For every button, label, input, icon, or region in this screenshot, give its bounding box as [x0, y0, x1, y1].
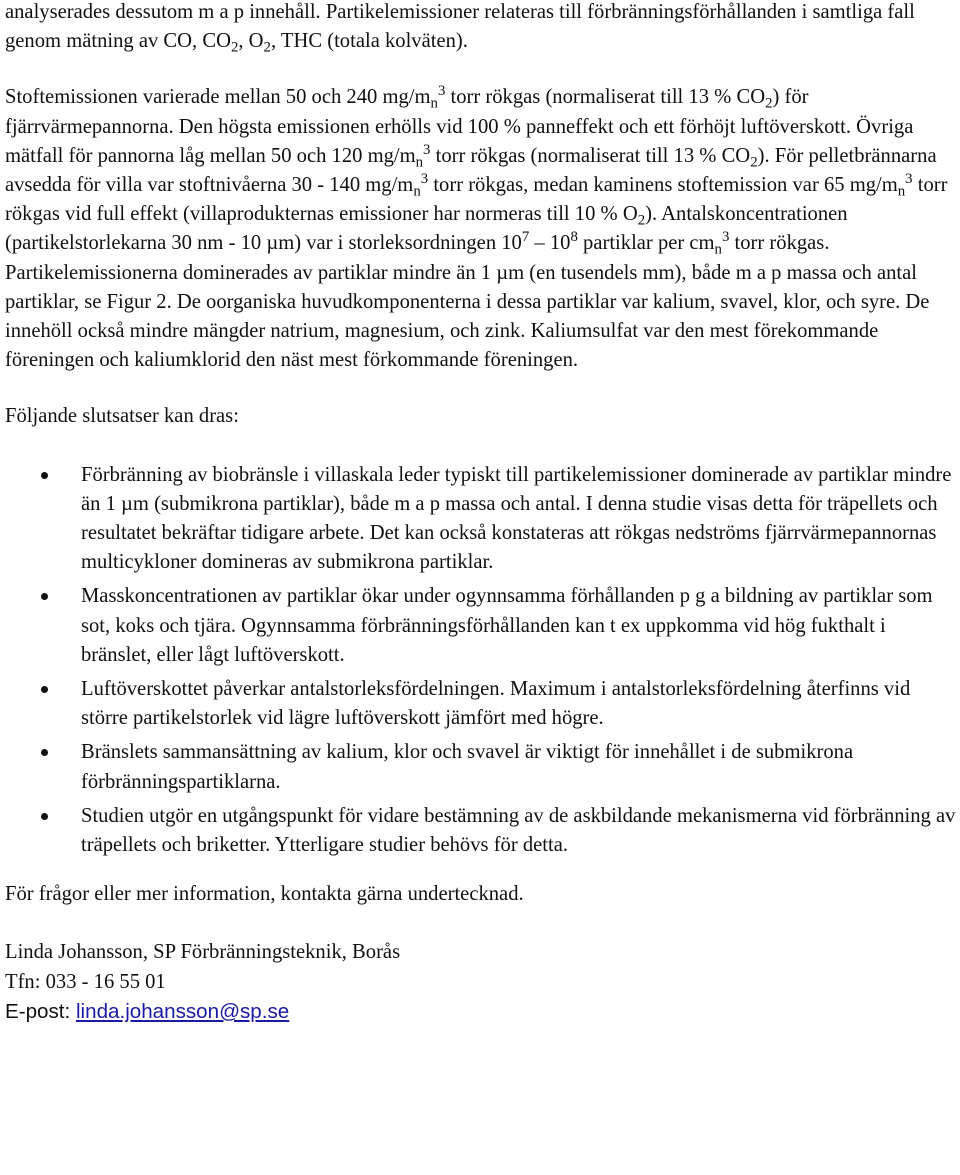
text-run: Stoftemissionen varierade mellan 50 och 240 mg/m	[5, 86, 431, 109]
superscript: 8	[570, 229, 578, 246]
text-run: ). För pelletbrännarna avsedda för villa var stoftnivåerna 30 - 140 mg/m	[5, 144, 937, 197]
superscript: 3	[420, 170, 429, 187]
text-run: , THC (totala kolväten).	[270, 30, 468, 53]
list-item: Masskoncentrationen av partiklar ökar under ogynnsamma förhållanden p g a bildning av partiklar som sot, koks och tjära. Ogynnsamma förbränningsförhållanden kan t ex uppkomma vid hög fukthalt i bränslet, eller lågt luftöverskott.	[5, 582, 957, 670]
signature-name: Linda Johansson, SP Förbränningsteknik, Borås	[5, 941, 401, 964]
email-link[interactable]: linda.johansson@sp.se	[75, 999, 290, 1023]
email-label: E-post:	[5, 999, 76, 1023]
text-run: torr rökgas (normaliserat till 13 % CO	[445, 86, 766, 109]
subscript: 2	[637, 212, 646, 229]
results-paragraph	[5, 83, 957, 375]
text-run: – 10	[529, 232, 571, 255]
subscript: n	[714, 241, 722, 258]
superscript: 7	[521, 229, 530, 246]
conclusions-intro: Följande slutsatser kan dras:	[5, 405, 239, 428]
subscript: 2	[750, 154, 758, 171]
text-run: analyserades dessutom m a p innehåll. Partikelemissioner relateras till förbränningsförhållanden i samtliga fall genom mätning av CO, CO	[5, 1, 915, 53]
list-item: Luftöverskottet påverkar antalstorleksfördelningen. Maximum i antalstorleksfördelning återfinns vid större partikelstorlek vid lägre luftöverskott jämfört med högre.	[5, 675, 957, 733]
contact-paragraph: För frågor eller mer information, kontakta gärna undertecknad.	[5, 883, 524, 906]
text-run: torr rökgas. Partikelemissionerna dominerades av partiklar mindre än 1 µm (en tusendels mm), både m a p massa och antal partiklar, se Figur 2. De oorganiska huvudkomponenterna i dessa partiklar var kalium, svavel, klor, och syre. De innehöll också mindre mängder natrium, magnesium, och zink. Kaliumsulfat var den mest förekommande föreningen och kaliumklorid den näst mest förkommande föreningen.	[5, 232, 930, 372]
text-run: torr rökgas, medan kaminens stoftemission var 65 mg/m	[428, 174, 898, 197]
text-run: ). Antalskoncentrationen (partikelstorlekarna 30 nm - 10 µm) var i storleksordningen 10	[5, 203, 848, 255]
text-run: , O	[238, 30, 264, 53]
text-run: partiklar per cm	[577, 232, 715, 255]
subscript: 2	[263, 39, 271, 56]
subscript: n	[415, 154, 424, 171]
subscript: 2	[765, 95, 773, 112]
signature-email-line	[5, 997, 957, 1027]
text-run: ) för fjärrvärmepannorna. Den högsta emissionen erhölls vid 100 % panneffekt och ett förhöjt luftöverskott. Övriga mätfall för pannorna låg mellan 50 och 120 mg/m	[5, 86, 914, 167]
superscript: 3	[437, 83, 446, 100]
signature-phone: Tfn: 033 - 16 55 01	[5, 970, 166, 993]
subscript: n	[430, 95, 438, 112]
text-run: torr rökgas (normaliserat till 13 % CO	[430, 144, 751, 167]
superscript: 3	[423, 141, 431, 158]
list-item: Förbränning av biobränsle i villaskala leder typiskt till partikelemissioner dominerade av partiklar mindre än 1 µm (submikrona partiklar), både m a p massa och antal. I denna studie visas detta för träpellets och resultatet bekräftar tidigare arbete. Det kan också konstateras att rökgas nedströms fjärrvärmepannornas multicykloner domineras av submikrona partiklar.	[5, 461, 957, 578]
conclusions-list	[5, 461, 957, 861]
text-run: torr rökgas vid full effekt (villaprodukternas emissioner har normeras till 10 % O	[5, 174, 948, 226]
subscript: n	[897, 183, 906, 200]
superscript: 3	[721, 229, 730, 246]
list-item: Studien utgör en utgångspunkt för vidare bestämning av de askbildande mekanismerna vid förbränning av träpellets och briketter. Ytterligare studier behövs för detta.	[5, 802, 957, 860]
intro-paragraph	[5, 0, 957, 56]
superscript: 3	[905, 170, 913, 187]
subscript: n	[413, 183, 421, 200]
subscript: 2	[230, 39, 239, 56]
document-page	[5, 0, 957, 1027]
signature-block	[5, 938, 957, 1027]
list-item: Bränslets sammansättning av kalium, klor och svavel är viktigt för innehållet i de submikrona förbränningspartiklarna.	[5, 738, 957, 796]
